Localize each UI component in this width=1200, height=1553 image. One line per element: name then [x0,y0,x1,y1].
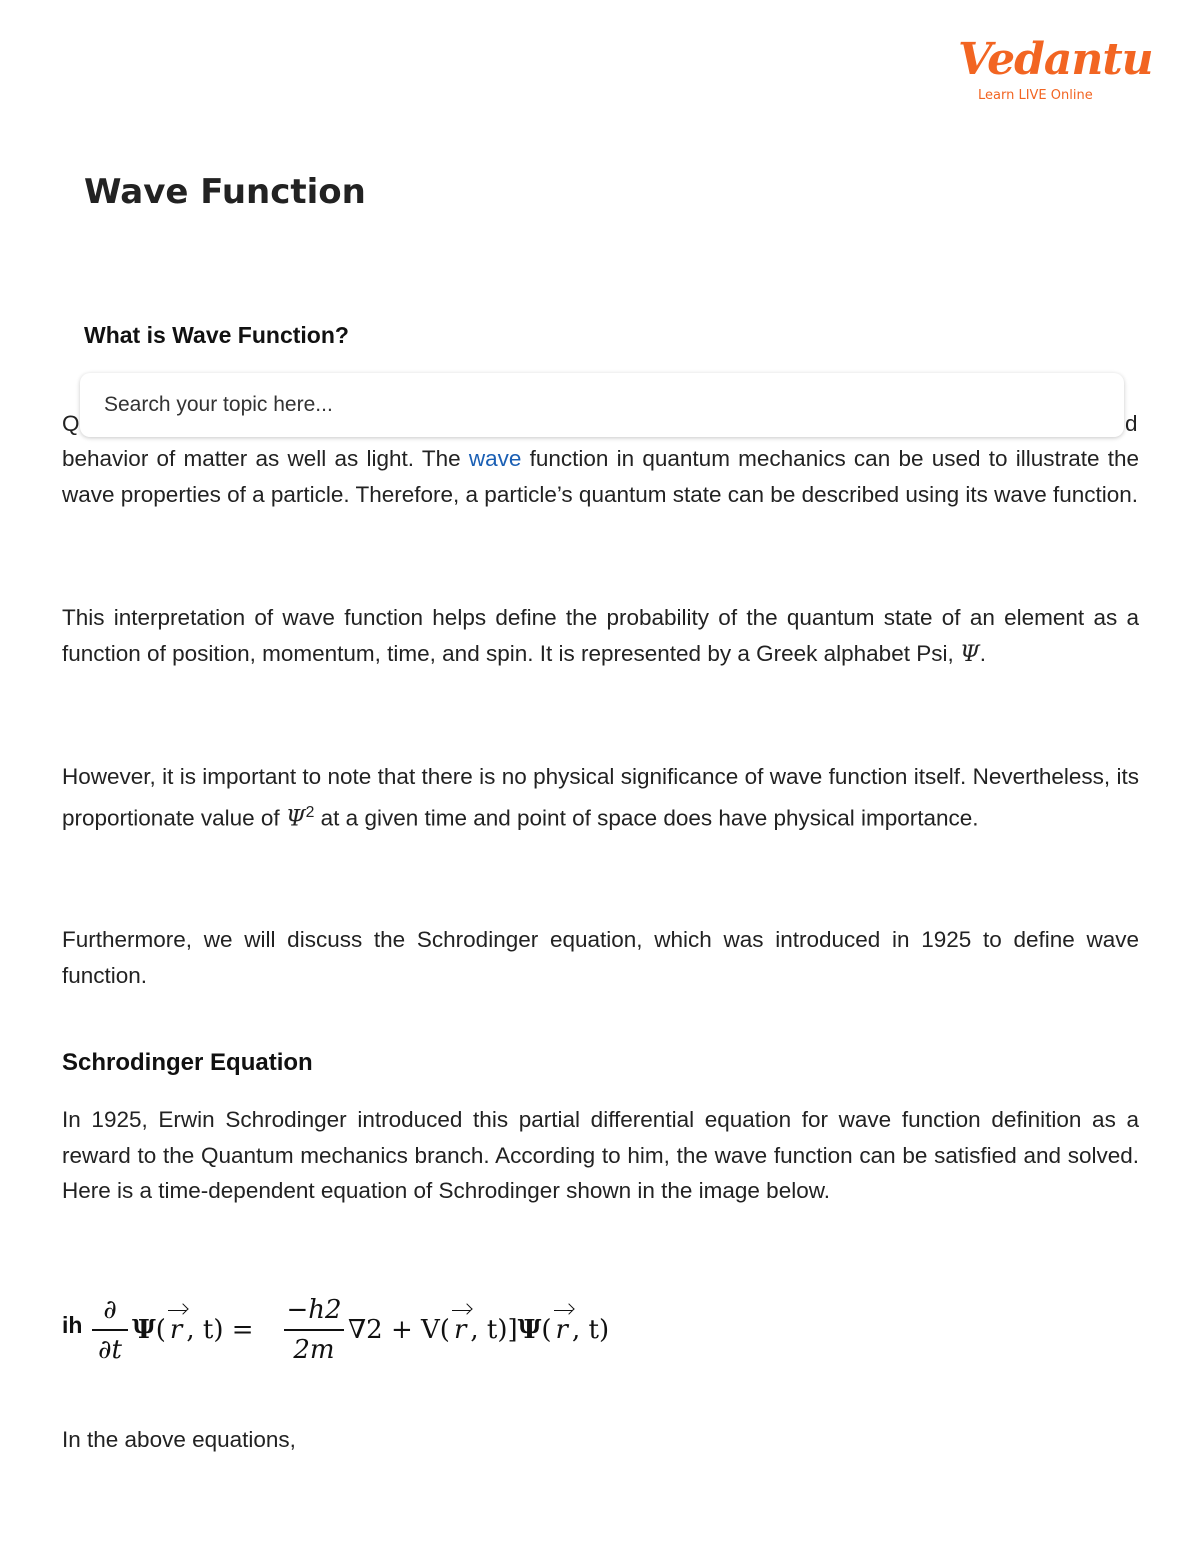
schrodinger-equation [62,1290,762,1380]
paragraph-3: However, it is important to note that there is no physical significance of wave function itself. Nevertheless, its proportionate value of $\Psi^2$ at a given time and point of space does have physical importance. [62,764,1139,831]
psi-symbol: Ψ [959,640,980,667]
search-input[interactable] [80,373,1124,437]
paragraph-1-end-letter: d [1125,411,1138,436]
equation-lead: ih [62,1312,83,1338]
equation-fraction-derivative: ∂ ∂t [92,1292,128,1368]
section-heading-schrodinger: Schrodinger Equation [62,1049,313,1076]
psi-exponent: 2 [305,803,315,821]
paragraph-2: This interpretation of wave function helps define the probability of the quantum state of an element as a function of position, momentum, time, and spin. It is represented by a Greek alphabet Psi, Ψ. [62,605,1139,667]
search-placeholder: Search your topic here... [104,393,333,416]
vedantu-logo[interactable] [958,32,1153,112]
wave-link[interactable]: wave [468,446,522,471]
logo-wordmark: Vedantu [958,34,1153,85]
logo-tagline: Learn LIVE Online [978,88,1093,103]
page-title: Wave Function [84,172,366,212]
section-heading-what-is: What is Wave Function? [84,322,349,348]
paragraph-1-start-letter: Q [62,411,80,436]
paragraph-schrodinger-intro: In 1925, Erwin Schrodinger introduced this partial differential equation for wave function definition as a reward to the Quantum mechanics branch. According to him, the wave function can be satisfied and solved. Here is a time-dependent equation of Schrodinger shown in the image below. [62,1107,1139,1203]
equation-rhs: ∇2 + V( r , t)]Ψ( r , t) [348,1315,610,1345]
paragraph-closing: In the above equations, [62,1427,296,1452]
psi-symbol: Ψ [285,805,306,831]
paragraph-4: Furthermore, we will discuss the Schrodinger equation, which was introduced in 1925 to define wave function. [62,927,1139,988]
equation-fraction-kinetic: −h2 2m [284,1292,344,1368]
paragraph-1: behavior of matter as well as light. The wave function in quantum mechanics can be used to illustrate the wave properties of a particle. Therefore, a particle’s quantum state can be described using its wave function. [62,446,1139,507]
equation-lhs: Ψ( r , t) = [132,1315,254,1345]
